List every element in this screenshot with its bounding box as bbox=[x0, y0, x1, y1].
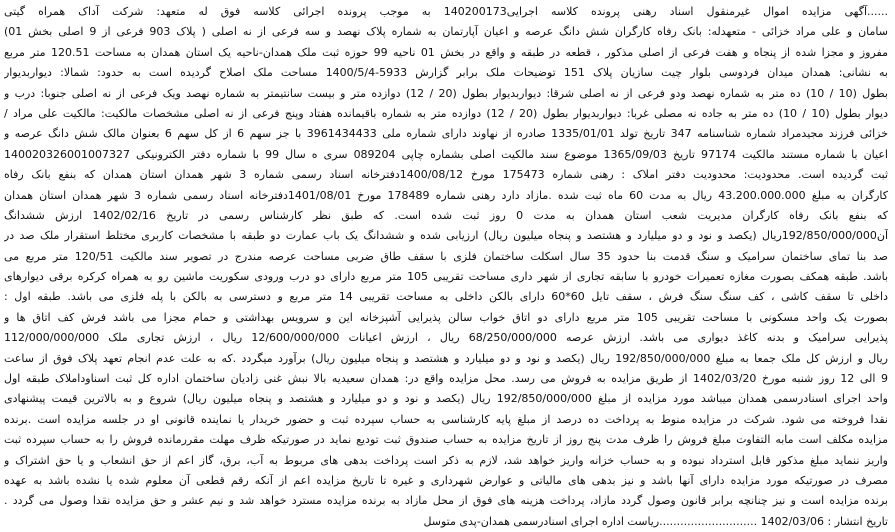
notice-line: برنده مزایده است و نیز چنانچه برابر قانون وصول گردد مازاد، پرداخت هزینه های فوق از محل مازاد به برنده مزایده مسترد خواهد شد و نیم عشر و حق مزایده نقدا وصول می گردد . bbox=[4, 494, 888, 508]
notice-line: مفروز و مجزا شده از پنجاه و هفت فرعی از اصلی مذکور ، قطعه در طبقه و واقع در بخش 01 ناحیه 99 حوزه ثبت ملک همدان-ناحیه یک استان همدان به مساحت 120.51 متر مربع bbox=[4, 45, 888, 59]
notice-line: اعیان با شماره مستند مالکیت 97174 تاریخ 1365/09/03 موضوع سند مالکیت اصلی بشماره چاپی 089204 سری ه سال 99 با شماره دفتر الکترونیکی 140020326001007327 bbox=[4, 147, 888, 161]
auction-notice bbox=[4, 2, 888, 529]
notice-line: ثبت گردیده است. محدودیت: محدودیت دفتر املاک : رهنی شماره 175473 مورخ 1400/08/12دفترخانه اسناد رسمی شماره 3 شهر همدان استان همدان که بنفع بانک رفاه bbox=[4, 168, 888, 182]
notice-line: ریال و ارزش کل ملک جمعا به مبلغ 192/850/000/000 ریال (یکصد و نود و دو میلیارد و هشتصد و پنجاه میلیون ریال) برآورد میگردد .که به علت عدم انجام تعهد پلاک فوق از ساعت bbox=[4, 351, 888, 365]
notice-line: 9 الی 12 روز شنبه مورخ 1402/03/20 از طریق مزایده به فروش می رسد. محل مزایده واقع در: همدان سعیدیه بالا نبش غنی زادیان ساختمان اداره کل ثبت اسناوداملاک طبقه اول bbox=[4, 372, 888, 386]
notice-line: نقدا فروخته می شود. شرکت در مزایده منوط به پرداخت ده درصد از مبلغ پایه کارشناسی به حساب سپرده ثبت و حضور خریدار یا نماینده قانونی او در جلسه مزایده است .برنده bbox=[4, 412, 888, 426]
notice-line: مصرف در صورتیکه مورد مزایده دارای آنها باشد و نیز بدهی های مالیاتی و عوارض شهرداری و غیره تا تاریخ مزایده اعم از آنکه رقم قطعی آن معلوم شده یا نشده باشد به عهده bbox=[4, 473, 888, 487]
notice-line: دیوار بطول (10 / 10) ده متر به جاده نه مصلی غربا: دیواربدیوار بطول (20 / 12) دوازده متر به شماره باقیمانده هفتاد وپنج فرعی از نه اصلی مشخصات مالکیت: مالکیت علی مراد / bbox=[4, 106, 888, 120]
notice-line: مزایده مکلف است مابه التفاوت مبلغ فروش را ظرف مدت پنج روز از تاریخ مزایده به حساب صندوق ثبت تودیع نماید در صورتیکه ظرف مهلت مقررمانده فروش را به حساب سپرده ثبت bbox=[4, 433, 888, 447]
notice-line: که بنفع بانک رفاه کارگران مدیریت شعب استان همدان به مدت 0 روز ثبت شده است. که طبق نظر کارشناس رسمی در تاریخ 1402/02/16 ارزش ششدانگ bbox=[4, 208, 888, 222]
notice-line: بصورت یک واحد مسکونی با مساحت تقریبی 105 متر مربع دارای دو اتاق خواب سالن پذیرایی آشپزخانه این و سرویس بهداشتی و حمام مجزا می باشد فرش کف اتاق ها و bbox=[4, 310, 888, 324]
notice-line: داخلی تا سقف کاشی ، کف سنگ سنگ فرش ، سقف تایل 60*60 دارای بالکن داخلی به مساحت تقریبی 14 متر مربع و دسترسی به بالکن با پله فلزی می باشد. طبقه اول : bbox=[4, 290, 888, 304]
notice-line: خزائی فرزند مجیدمراد شماره شناسنامه 347 تاریخ تولد 1335/01/01 صادره از نهاوند دارای شماره ملی 3961434433 با جز سهم 6 از کل سهم 6 بعنوان مالک شش دانگ عرصه و bbox=[4, 127, 888, 141]
notice-line: کارگران به مبلغ 43.200.000.000 ریال به مدت 60 ماه ثبت شده .مازاد دارد رهنی شماره 178489 مورخ 1401/08/01دفترخانه اسناد رسمی شماره 3 شهر همدان استان همدان bbox=[4, 188, 888, 202]
notice-footer-line: تاریخ انتشار : 1402/03/06 ............................رياست اداره اجرای اسنادرسمی همدان-پدی متوسل bbox=[423, 514, 888, 528]
notice-line: صد بنا تمای ساختمان سرامیک و سنگ قدمت بنا حدود 35 سال اسکلت ساختمان فلزی با سقف طاق ضربی مساحت عرصه مندرج در تصویر سند مالکیت 120/51 متر مربع می bbox=[4, 249, 888, 263]
notice-line: واحد اجرای اسنادرسمی همدان میباشد مورد مزایده از مبلغ 192/850/000/000 ریال (یکصد و نود و دو میلیارد و هشتصد و پنجاه میلیون ریال) شروع و به بالاترین قیمت پیشنهادی bbox=[4, 392, 888, 406]
notice-line: سامان و علی مراد خزائی - متعهدله: بانک رفاه کارگران شش دانگ عرصه و اعیان آپارتمان به شماره پلاک نهصد و سه فرعی از نه اصلی ( پلاک 903 فرعی از 9 اصلی بخش 01) bbox=[4, 25, 888, 39]
notice-line: آن192/850/000/000ریال (یکصد و نود و دو میلیارد و هشتصد و پنجاه میلیون ریال) ارزیابی شده و ششدانگ یک باب عمارت دو طبقه با مشخصات کاربری مختلط استقرار ملک صد در bbox=[4, 229, 888, 243]
notice-line: پذیرایی سرامیک و بدنه کاغذ دیواری می باشد. ارزش عرصه 68/250/000/000 ریال ، ارزش اعیانات 12/600/000/000 ریال ، ارزش تجاری ملک 112/000/000/000 bbox=[4, 331, 888, 345]
notice-line: باشد. طبقه همکف بصورت مغازه تعمیرات خودرو با سابقه تجاری از شهر داری مساحت تقریبی 105 متر مربع دارای دو درب ورودی سکوریت ماشین رو به همراه کرکره برقی دیوارهای bbox=[4, 270, 888, 284]
notice-line: به نشانی: همدان میدان فردوسی بلوار چیت سازیان پلاک 151 توضیحات ملک برابر گزارش 5933-1400/5/4 مساحت ملک اصلاح گردیده است به حدود: شمالا: دیواربدیوار bbox=[4, 66, 888, 80]
notice-line: ......آگهی مزایده اموال غیرمنقول اسناد رهنی پرونده کلاسه اجرایی140200173 به موجب پرونده اجرائی کلاسه فوق له متعهد: شرکت آداک همراه گیتی bbox=[4, 5, 888, 18]
notice-line: واریز ننماید مبلغ مذکور قابل استرداد نبوده و به حساب خزانه واریز خواهد شد، لازم به ذکر است پرداخت بدهی های مربوط به آب، برق، گاز اعم از حق انشعاب و یا حق اشتراک و bbox=[4, 453, 888, 467]
notice-line: بطول (10 / 10) ده متر به شماره نهصد ودو فرعی از نه اصلی شرقا: دیواربدیوار بطول (20 / 12) دوازده متر و بیست سانتیمتر به شماره نهصد ویک فرعی از نه اصلی جنوبا: درب و bbox=[4, 86, 888, 100]
